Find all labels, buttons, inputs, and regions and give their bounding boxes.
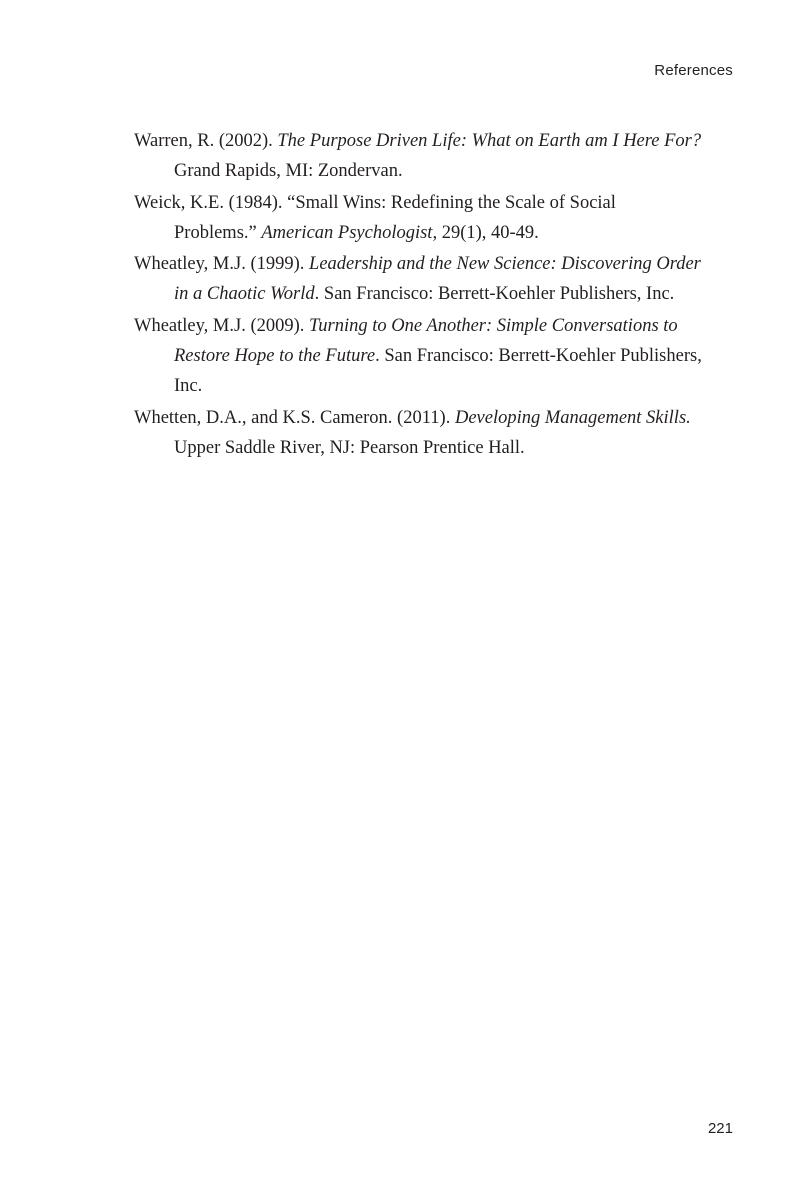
reference-authors-year: Wheatley, M.J. (1999).: [134, 254, 310, 275]
reference-list: [134, 126, 702, 464]
page-number: 221: [707, 1120, 733, 1137]
reference-title: Developing Management Skills.: [454, 407, 691, 428]
reference-title: The Purpose Driven Life: What on Earth am I Here For?: [277, 131, 702, 151]
reference-authors-year: Weick, K.E. (1984). “Small Wins: Redefining the Scale of Social Problems.”: [134, 192, 616, 243]
reference-authors-year: Wheatley, M.J. (2009).: [134, 315, 310, 336]
reference-title: Turning to One Another: Simple Conversations to Restore Hope to the Future: [174, 315, 678, 367]
reference-title: American Psychologist,: [261, 222, 438, 243]
reference-entry: [134, 188, 702, 249]
reference-publication: 29(1), 40-49.: [437, 222, 539, 243]
reference-entry: [134, 126, 702, 187]
reference-entry: [134, 403, 702, 464]
reference-publication: . San Francisco: Berrett-Koehler Publishers, Inc.: [174, 346, 702, 397]
reference-authors-year: Warren, R. (2002).: [134, 131, 278, 151]
reference-entry: [134, 311, 702, 402]
reference-publication: Upper Saddle River, NJ: Pearson Prentice Hall.: [174, 437, 525, 458]
reference-publication: . San Francisco: Berrett-Koehler Publishers, Inc.: [314, 284, 675, 305]
reference-publication: Grand Rapids, MI: Zondervan.: [174, 161, 403, 182]
reference-authors-year: Whetten, D.A., and K.S. Cameron. (2011).: [134, 407, 455, 428]
reference-title: Leadership and the New Science: Discovering Order in a Chaotic World: [174, 254, 701, 305]
running-head: References: [654, 62, 733, 79]
reference-entry: [134, 249, 702, 310]
